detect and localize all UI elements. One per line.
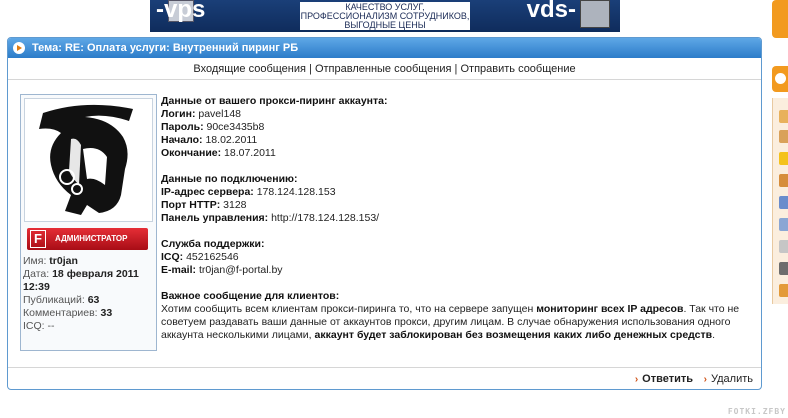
reply-label: Ответить bbox=[642, 373, 693, 385]
star-icon[interactable] bbox=[779, 152, 788, 165]
role-badge bbox=[27, 228, 148, 250]
author-info bbox=[23, 255, 155, 333]
message-panel bbox=[7, 37, 762, 390]
important-part: Хотим сообщить всем клиентам прокси-пиринга то, что на сервере запущен bbox=[161, 303, 537, 315]
tools-icon[interactable] bbox=[779, 284, 788, 297]
login-label: Логин: bbox=[161, 108, 196, 120]
important-bold: мониторинг всех IP адресов bbox=[536, 303, 684, 315]
password-label: Пароль: bbox=[161, 121, 204, 133]
support-icq-label: ICQ: bbox=[161, 251, 184, 263]
folder-icon[interactable] bbox=[779, 110, 788, 123]
password-value: 90ce3435b8 bbox=[206, 121, 265, 133]
date-label: Дата: bbox=[23, 268, 50, 280]
right-sidebar bbox=[768, 0, 788, 418]
clock-icon[interactable] bbox=[779, 240, 788, 253]
support-icq-value: 452162546 bbox=[186, 251, 239, 263]
important-bold: аккаунт будет заблокирован без возмещения каких либо денежных средств bbox=[314, 329, 713, 341]
banner-line: КАЧЕСТВО УСЛУГ, bbox=[345, 2, 425, 12]
nav-separator: | bbox=[305, 63, 315, 75]
list-icon[interactable] bbox=[779, 218, 788, 231]
account-heading: Данные от вашего прокси-пиринг аккаунта: bbox=[161, 95, 388, 107]
message-nav bbox=[8, 58, 761, 80]
watermark: FOTKI.ZFBY bbox=[727, 407, 786, 416]
role-letter: F bbox=[30, 230, 46, 248]
important-part: . Так что не советуем раздавать ваши данные от аккаунтов прокси, другим лицам. В случае обнаружения использования одного аккаунта несколькими лицами, bbox=[161, 303, 740, 341]
end-label: Окончание: bbox=[161, 147, 222, 159]
sidebar-tab[interactable] bbox=[772, 0, 788, 38]
port-label: Порт HTTP: bbox=[161, 199, 221, 211]
start-value: 18.02.2011 bbox=[205, 134, 258, 146]
posts-label: Публикаций: bbox=[23, 294, 85, 306]
arrow-icon: › bbox=[634, 374, 639, 385]
end-value: 18.07.2011 bbox=[224, 147, 276, 159]
important-heading: Важное сообщение для клиентов: bbox=[161, 290, 340, 302]
posts-count: 63 bbox=[87, 294, 100, 306]
delete-button[interactable] bbox=[704, 369, 753, 390]
support-heading: Служба поддержки: bbox=[161, 238, 265, 250]
banner-line: ПРОФЕССИОНАЛИЗМ СОТРУДНИКОВ, bbox=[300, 11, 470, 21]
nav-separator: | bbox=[451, 63, 461, 75]
author-icq: -- bbox=[47, 320, 55, 332]
important-part: . bbox=[712, 329, 716, 341]
email-label: E-mail: bbox=[161, 264, 197, 276]
icq-label: ICQ: bbox=[23, 320, 45, 332]
topic-title: Тема: RE: Оплата услуги: Внутренний пиринг РБ bbox=[32, 42, 299, 54]
start-label: Начало: bbox=[161, 134, 203, 146]
inbox-link[interactable]: Входящие сообщения bbox=[193, 63, 306, 75]
banner-text-block bbox=[300, 2, 470, 30]
comments-count: 33 bbox=[100, 307, 113, 319]
sent-link[interactable]: Отправленные сообщения bbox=[314, 63, 452, 75]
ip-label: IP-адрес сервера: bbox=[161, 186, 254, 198]
post-date: 18 февраля 2011 12:39 bbox=[23, 268, 139, 293]
connection-heading: Данные по подключению: bbox=[161, 173, 298, 185]
panel-link[interactable]: http://178.124.128.153/ bbox=[271, 212, 380, 224]
ad-banner[interactable] bbox=[150, 0, 620, 32]
sidebar-menu bbox=[772, 98, 788, 304]
login-value: pavel148 bbox=[198, 108, 241, 120]
email-value[interactable]: tr0jan@f-portal.by bbox=[198, 264, 283, 276]
author-card bbox=[20, 94, 157, 351]
topic-header bbox=[8, 38, 761, 58]
mail-icon[interactable] bbox=[779, 130, 788, 143]
send-message-link[interactable]: Отправить сообщение bbox=[460, 63, 576, 75]
avatar[interactable] bbox=[24, 98, 153, 222]
server-image bbox=[580, 0, 610, 28]
banner-right-text: vds- bbox=[526, 0, 576, 23]
ip-value: 178.124.128.153 bbox=[256, 186, 336, 198]
arrow-icon: › bbox=[703, 374, 707, 385]
author-name[interactable]: tr0jan bbox=[49, 255, 78, 267]
panel-label: Панель управления: bbox=[161, 212, 269, 224]
port-value: 3128 bbox=[223, 199, 247, 211]
arrow-icon bbox=[775, 73, 786, 84]
sidebar-tab[interactable] bbox=[772, 66, 788, 92]
delete-label: Удалить bbox=[711, 373, 753, 385]
comments-label: Комментариев: bbox=[23, 307, 98, 319]
edit-icon[interactable] bbox=[779, 174, 788, 187]
important-text bbox=[161, 303, 756, 342]
message-actions bbox=[8, 367, 761, 389]
user-icon[interactable] bbox=[779, 262, 788, 275]
banner-left-text: -vps bbox=[156, 0, 206, 23]
arrow-icon bbox=[13, 42, 25, 54]
reply-button[interactable] bbox=[635, 369, 693, 390]
spartan-helmet-icon bbox=[25, 99, 152, 221]
chart-icon[interactable] bbox=[779, 196, 788, 209]
role-label: АДМИНИСТРАТОР bbox=[55, 234, 128, 243]
banner-line: ВЫГОДНЫЕ ЦЕНЫ bbox=[344, 20, 426, 30]
message-body bbox=[161, 95, 756, 342]
name-label: Имя: bbox=[23, 255, 47, 267]
